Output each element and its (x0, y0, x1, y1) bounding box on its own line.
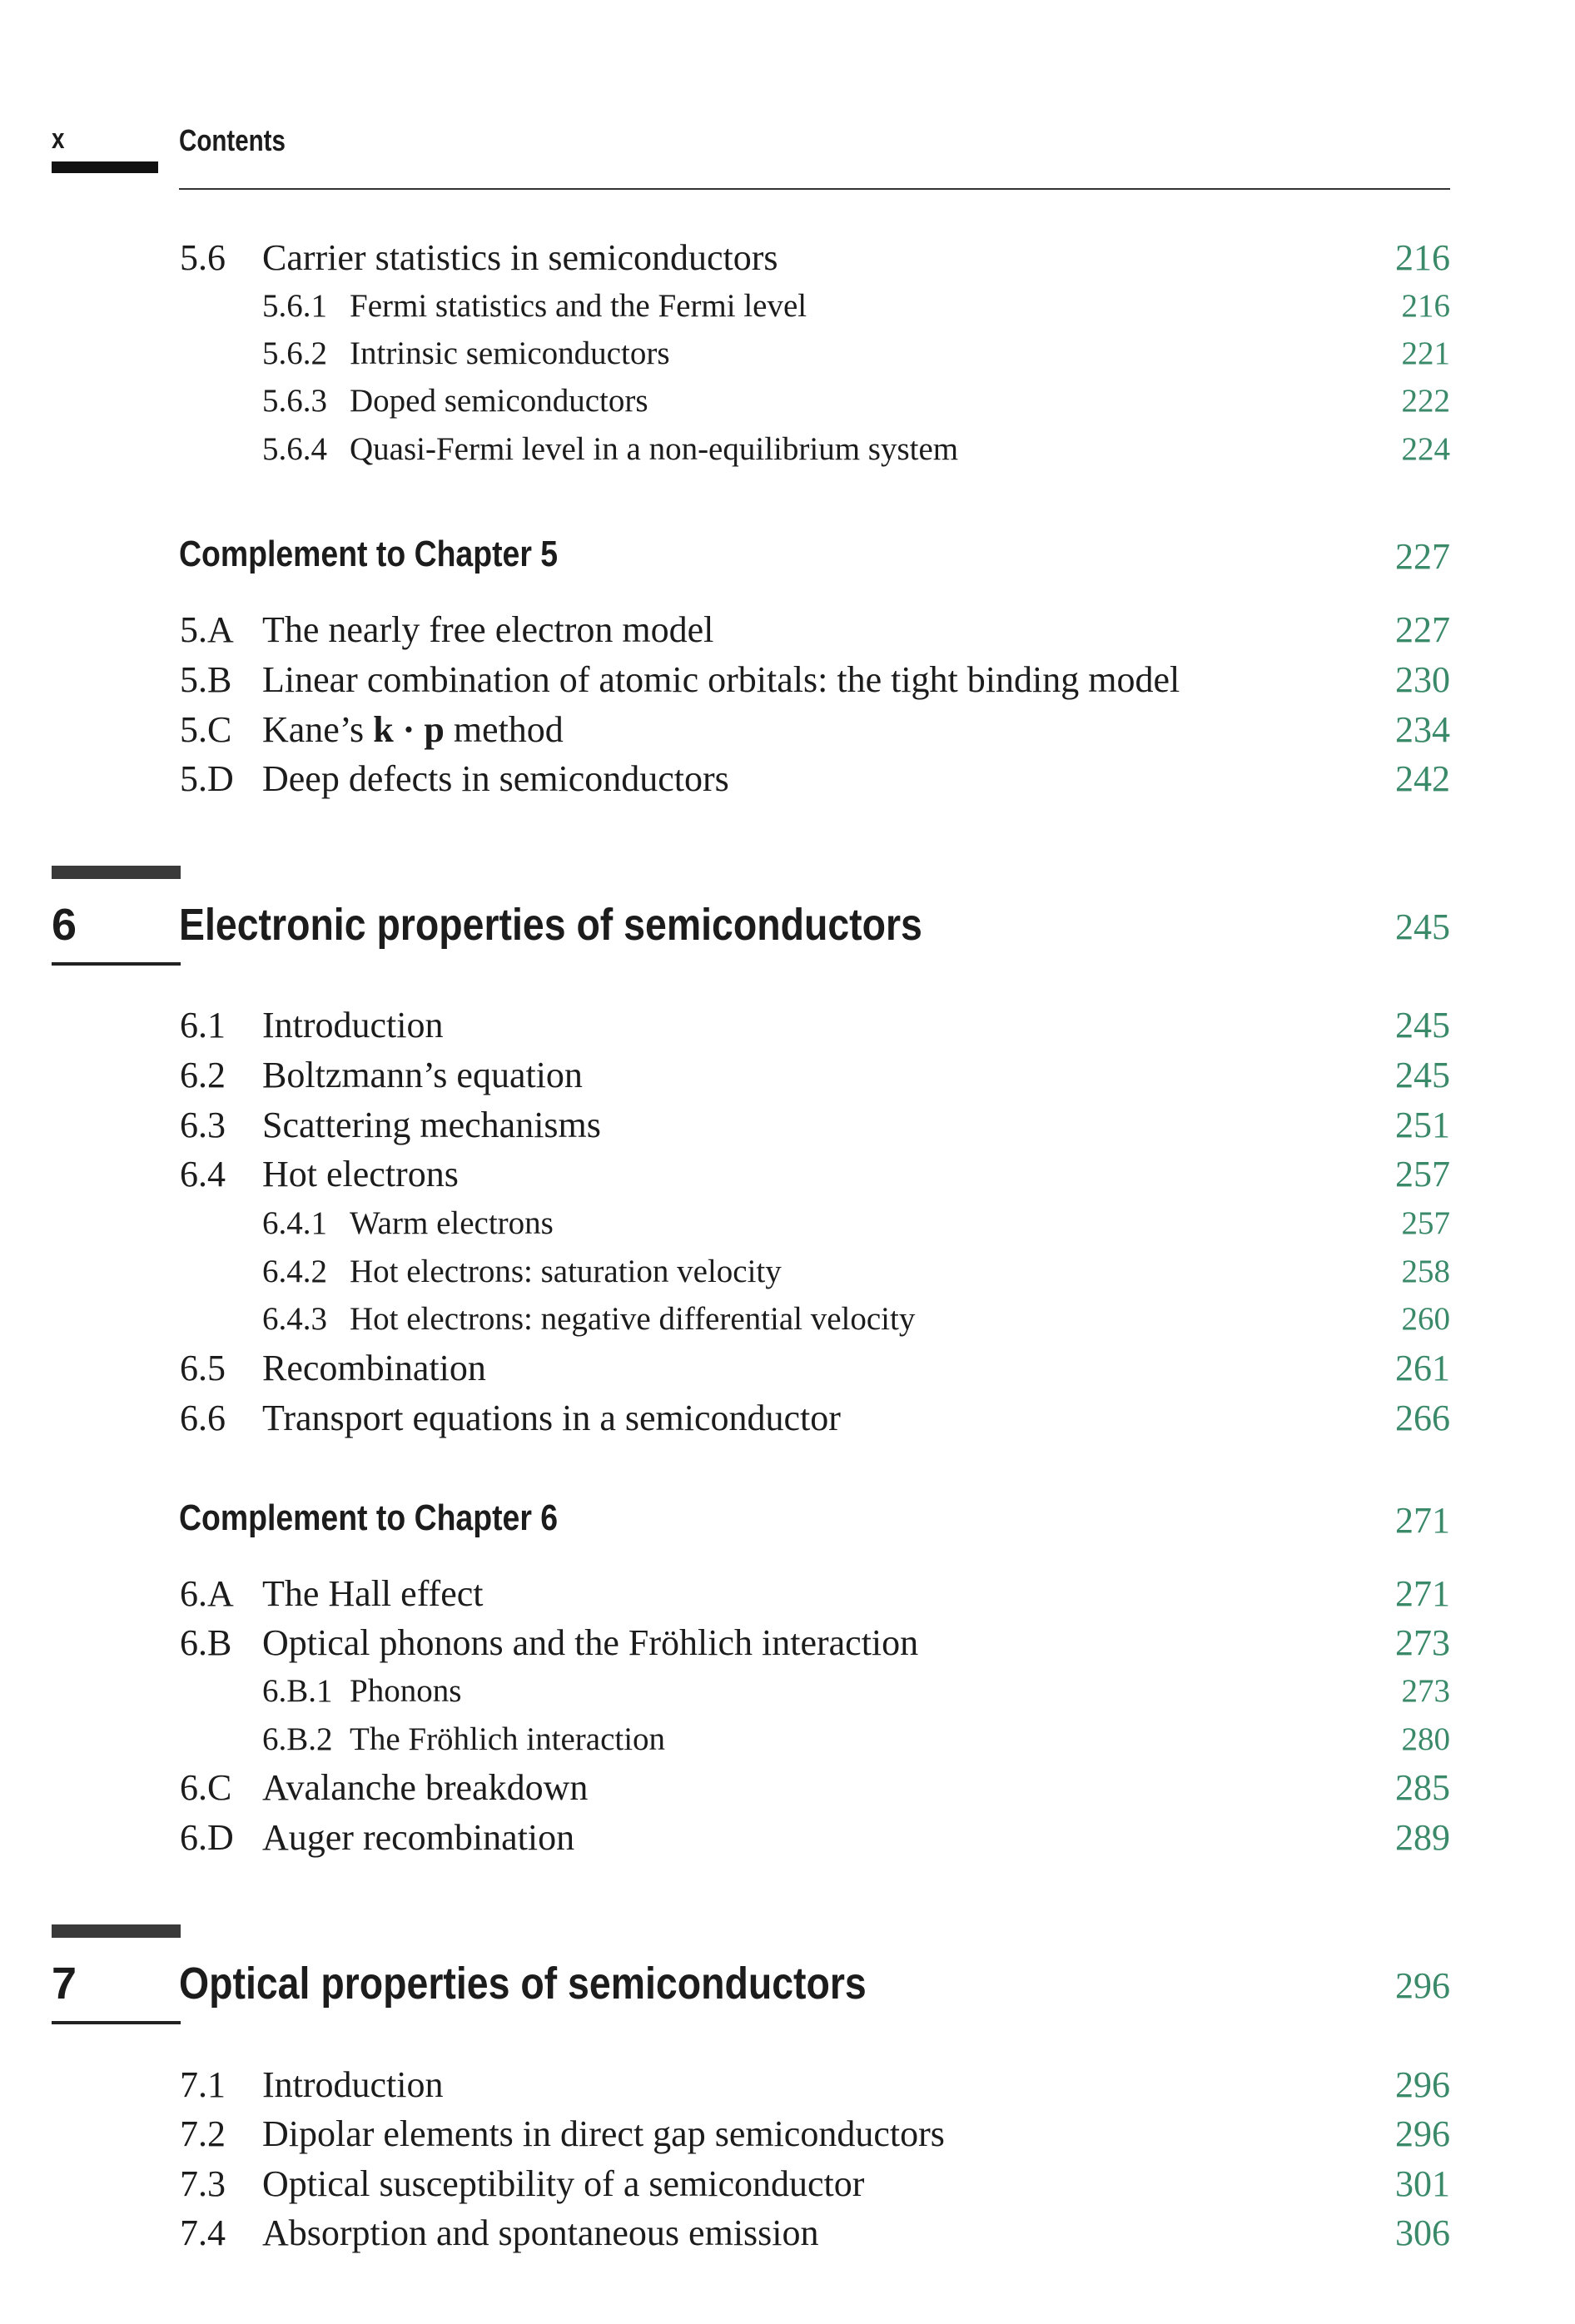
entry-number: 6.D (180, 1817, 234, 1858)
entry-number: 6.A (180, 1573, 234, 1614)
entry-title: Auger recombination (262, 1817, 575, 1858)
entry-page: 221 (1401, 335, 1450, 371)
entry-title: Transport equations in a semiconductor (262, 1398, 841, 1438)
entry-page: 296 (1395, 2064, 1450, 2105)
toc-entry[interactable] (0, 2163, 1575, 2207)
entry-page: 216 (1395, 237, 1450, 278)
toc-entry[interactable] (0, 609, 1575, 653)
entry-title: The nearly free electron model (262, 609, 714, 650)
entry-page: 242 (1395, 758, 1450, 799)
entry-number: 6.B (180, 1622, 232, 1663)
entry-title: Absorption and spontaneous emission (262, 2212, 819, 2253)
entry-title: The Hall effect (262, 1573, 484, 1614)
entry-number: 5.6.3 (262, 383, 327, 419)
entry-page: 285 (1395, 1767, 1450, 1808)
toc-entry[interactable] (0, 2064, 1575, 2108)
entry-page: 222 (1401, 383, 1450, 419)
running-header-title: Contents (179, 123, 286, 157)
entry-title: The Fröhlich interaction (350, 1721, 666, 1757)
toc-entry[interactable] (0, 2113, 1575, 2158)
chapter-page: 245 (1395, 906, 1450, 947)
entry-title: Warm electrons (350, 1205, 554, 1241)
entry-number: 6.4.1 (262, 1205, 327, 1241)
entry-title: Doped semiconductors (350, 383, 648, 419)
entry-page: 224 (1401, 431, 1450, 467)
entry-title: Carrier statistics in semiconductors (262, 237, 778, 278)
entry-title: Quasi-Fermi level in a non-equilibrium system (350, 431, 959, 467)
entry-title: Hot electrons: saturation velocity (350, 1254, 782, 1289)
entry-page: 301 (1395, 2163, 1450, 2204)
entry-number: 5.6.2 (262, 335, 327, 371)
entry-number: 6.B.1 (262, 1673, 333, 1709)
entry-page: 273 (1395, 1622, 1450, 1663)
chapter-underline (52, 962, 181, 966)
toc-entry[interactable] (0, 1057, 1575, 1099)
toc-subentry[interactable] (0, 433, 1575, 471)
toc-subentry[interactable] (0, 1255, 1575, 1294)
entry-page: 230 (1395, 659, 1450, 700)
entry-number: 6.1 (180, 1005, 226, 1045)
entry-title: Hot electrons (262, 1154, 459, 1194)
entry-title: Avalanche breakdown (262, 1767, 589, 1808)
entry-page: 289 (1395, 1817, 1450, 1858)
title-suffix: method (444, 709, 564, 750)
toc-entry[interactable] (0, 237, 1575, 281)
chapter-title[interactable]: Optical properties of semiconductors (179, 1959, 867, 2009)
entry-title: Linear combination of atomic orbitals: the tight binding model (262, 659, 1180, 700)
entry-title: Dipolar elements in direct gap semiconductors (262, 2113, 945, 2154)
entry-page: 306 (1395, 2212, 1450, 2253)
entry-page: 296 (1395, 2113, 1450, 2154)
entry-number: 5.6 (180, 237, 226, 278)
entry-title: Introduction (262, 2064, 444, 2105)
entry-number: 5.6.1 (262, 288, 327, 324)
entry-page: 258 (1401, 1254, 1450, 1289)
entry-number: 5.C (180, 709, 232, 750)
toc-entry[interactable] (0, 1767, 1575, 1811)
complement-heading[interactable]: Complement to Chapter 5 (179, 534, 559, 574)
entry-number: 6.5 (180, 1348, 226, 1388)
entry-title: Fermi statistics and the Fermi level (350, 288, 807, 324)
complement-heading[interactable]: Complement to Chapter 6 (179, 1497, 559, 1538)
entry-page: 257 (1401, 1205, 1450, 1241)
entry-number: 7.1 (180, 2064, 226, 2105)
toc-entry[interactable] (0, 1107, 1575, 1149)
entry-title: Hot electrons: negative differential velocity (350, 1301, 916, 1337)
chapter-number: 7 (52, 1959, 77, 2009)
complement-page: 227 (1395, 536, 1450, 577)
chapter-bar (52, 866, 181, 879)
entry-page: 245 (1395, 1055, 1450, 1095)
entry-number: 6.2 (180, 1055, 226, 1095)
entry-page: 227 (1395, 609, 1450, 650)
entry-number: 5.D (180, 758, 234, 799)
entry-page: 273 (1401, 1673, 1450, 1709)
toc-entry[interactable] (0, 1622, 1575, 1666)
toc-subentry[interactable] (0, 290, 1575, 328)
entry-page: 266 (1395, 1398, 1450, 1438)
entry-title (262, 709, 564, 750)
entry-number: 6.4.2 (262, 1254, 327, 1289)
entry-page: 271 (1395, 1573, 1450, 1614)
toc-entry[interactable] (0, 1400, 1575, 1442)
title-prefix: Kane’s (262, 709, 374, 750)
entry-number: 6.3 (180, 1105, 226, 1145)
entry-page: 260 (1401, 1301, 1450, 1337)
entry-title: Optical susceptibility of a semiconductor (262, 2163, 865, 2204)
chapter-underline (52, 2021, 181, 2024)
entry-number: 5.A (180, 609, 234, 650)
entry-number: 6.C (180, 1767, 232, 1808)
toc-entry[interactable] (0, 709, 1575, 753)
toc-entry[interactable] (0, 1817, 1575, 1861)
kp-symbol: k · p (373, 709, 445, 750)
entry-title: Boltzmann’s equation (262, 1055, 583, 1095)
toc-subentry[interactable] (0, 1207, 1575, 1245)
entry-number: 6.B.2 (262, 1721, 333, 1757)
header-rule (179, 188, 1450, 190)
entry-number: 5.6.4 (262, 431, 327, 467)
entry-number: 7.2 (180, 2113, 226, 2154)
chapter-page: 296 (1395, 1965, 1450, 2006)
entry-title: Optical phonons and the Fröhlich interaction (262, 1622, 919, 1663)
entry-number: 7.3 (180, 2163, 226, 2204)
entry-page: 280 (1401, 1721, 1450, 1757)
entry-title: Scattering mechanisms (262, 1105, 601, 1145)
toc-subentry[interactable] (0, 1303, 1575, 1341)
toc-entry[interactable] (0, 1350, 1575, 1392)
entry-title: Deep defects in semiconductors (262, 758, 729, 799)
entry-number: 7.4 (180, 2212, 226, 2253)
toc-entry[interactable] (0, 659, 1575, 703)
entry-page: 261 (1395, 1348, 1450, 1388)
toc-entry[interactable] (0, 758, 1575, 802)
entry-number: 6.6 (180, 1398, 226, 1438)
chapter-number: 6 (52, 900, 77, 950)
entry-number: 5.B (180, 659, 232, 700)
toc-subentry[interactable] (0, 1723, 1575, 1761)
toc-subentry[interactable] (0, 337, 1575, 375)
entry-page: 257 (1395, 1154, 1450, 1194)
entry-page: 245 (1395, 1005, 1450, 1045)
toc-subentry[interactable] (0, 385, 1575, 423)
toc-entry[interactable] (0, 1573, 1575, 1617)
chapter-bar (52, 1924, 181, 1938)
header-bar (52, 161, 158, 173)
entry-title: Introduction (262, 1005, 444, 1045)
entry-title: Intrinsic semiconductors (350, 335, 670, 371)
entry-number: 6.4.3 (262, 1301, 327, 1337)
entry-number: 6.4 (180, 1154, 226, 1194)
entry-title: Phonons (350, 1673, 462, 1709)
page-number: x (52, 123, 65, 155)
entry-page: 234 (1395, 709, 1450, 750)
toc-entry[interactable] (0, 2212, 1575, 2257)
entry-page: 251 (1395, 1105, 1450, 1145)
entry-title: Recombination (262, 1348, 486, 1388)
entry-page: 216 (1401, 288, 1450, 324)
complement-page: 271 (1395, 1500, 1450, 1541)
toc-entry[interactable] (0, 1156, 1575, 1198)
chapter-title[interactable]: Electronic properties of semiconductors (179, 900, 922, 950)
toc-entry[interactable] (0, 1007, 1575, 1049)
toc-subentry[interactable] (0, 1675, 1575, 1713)
